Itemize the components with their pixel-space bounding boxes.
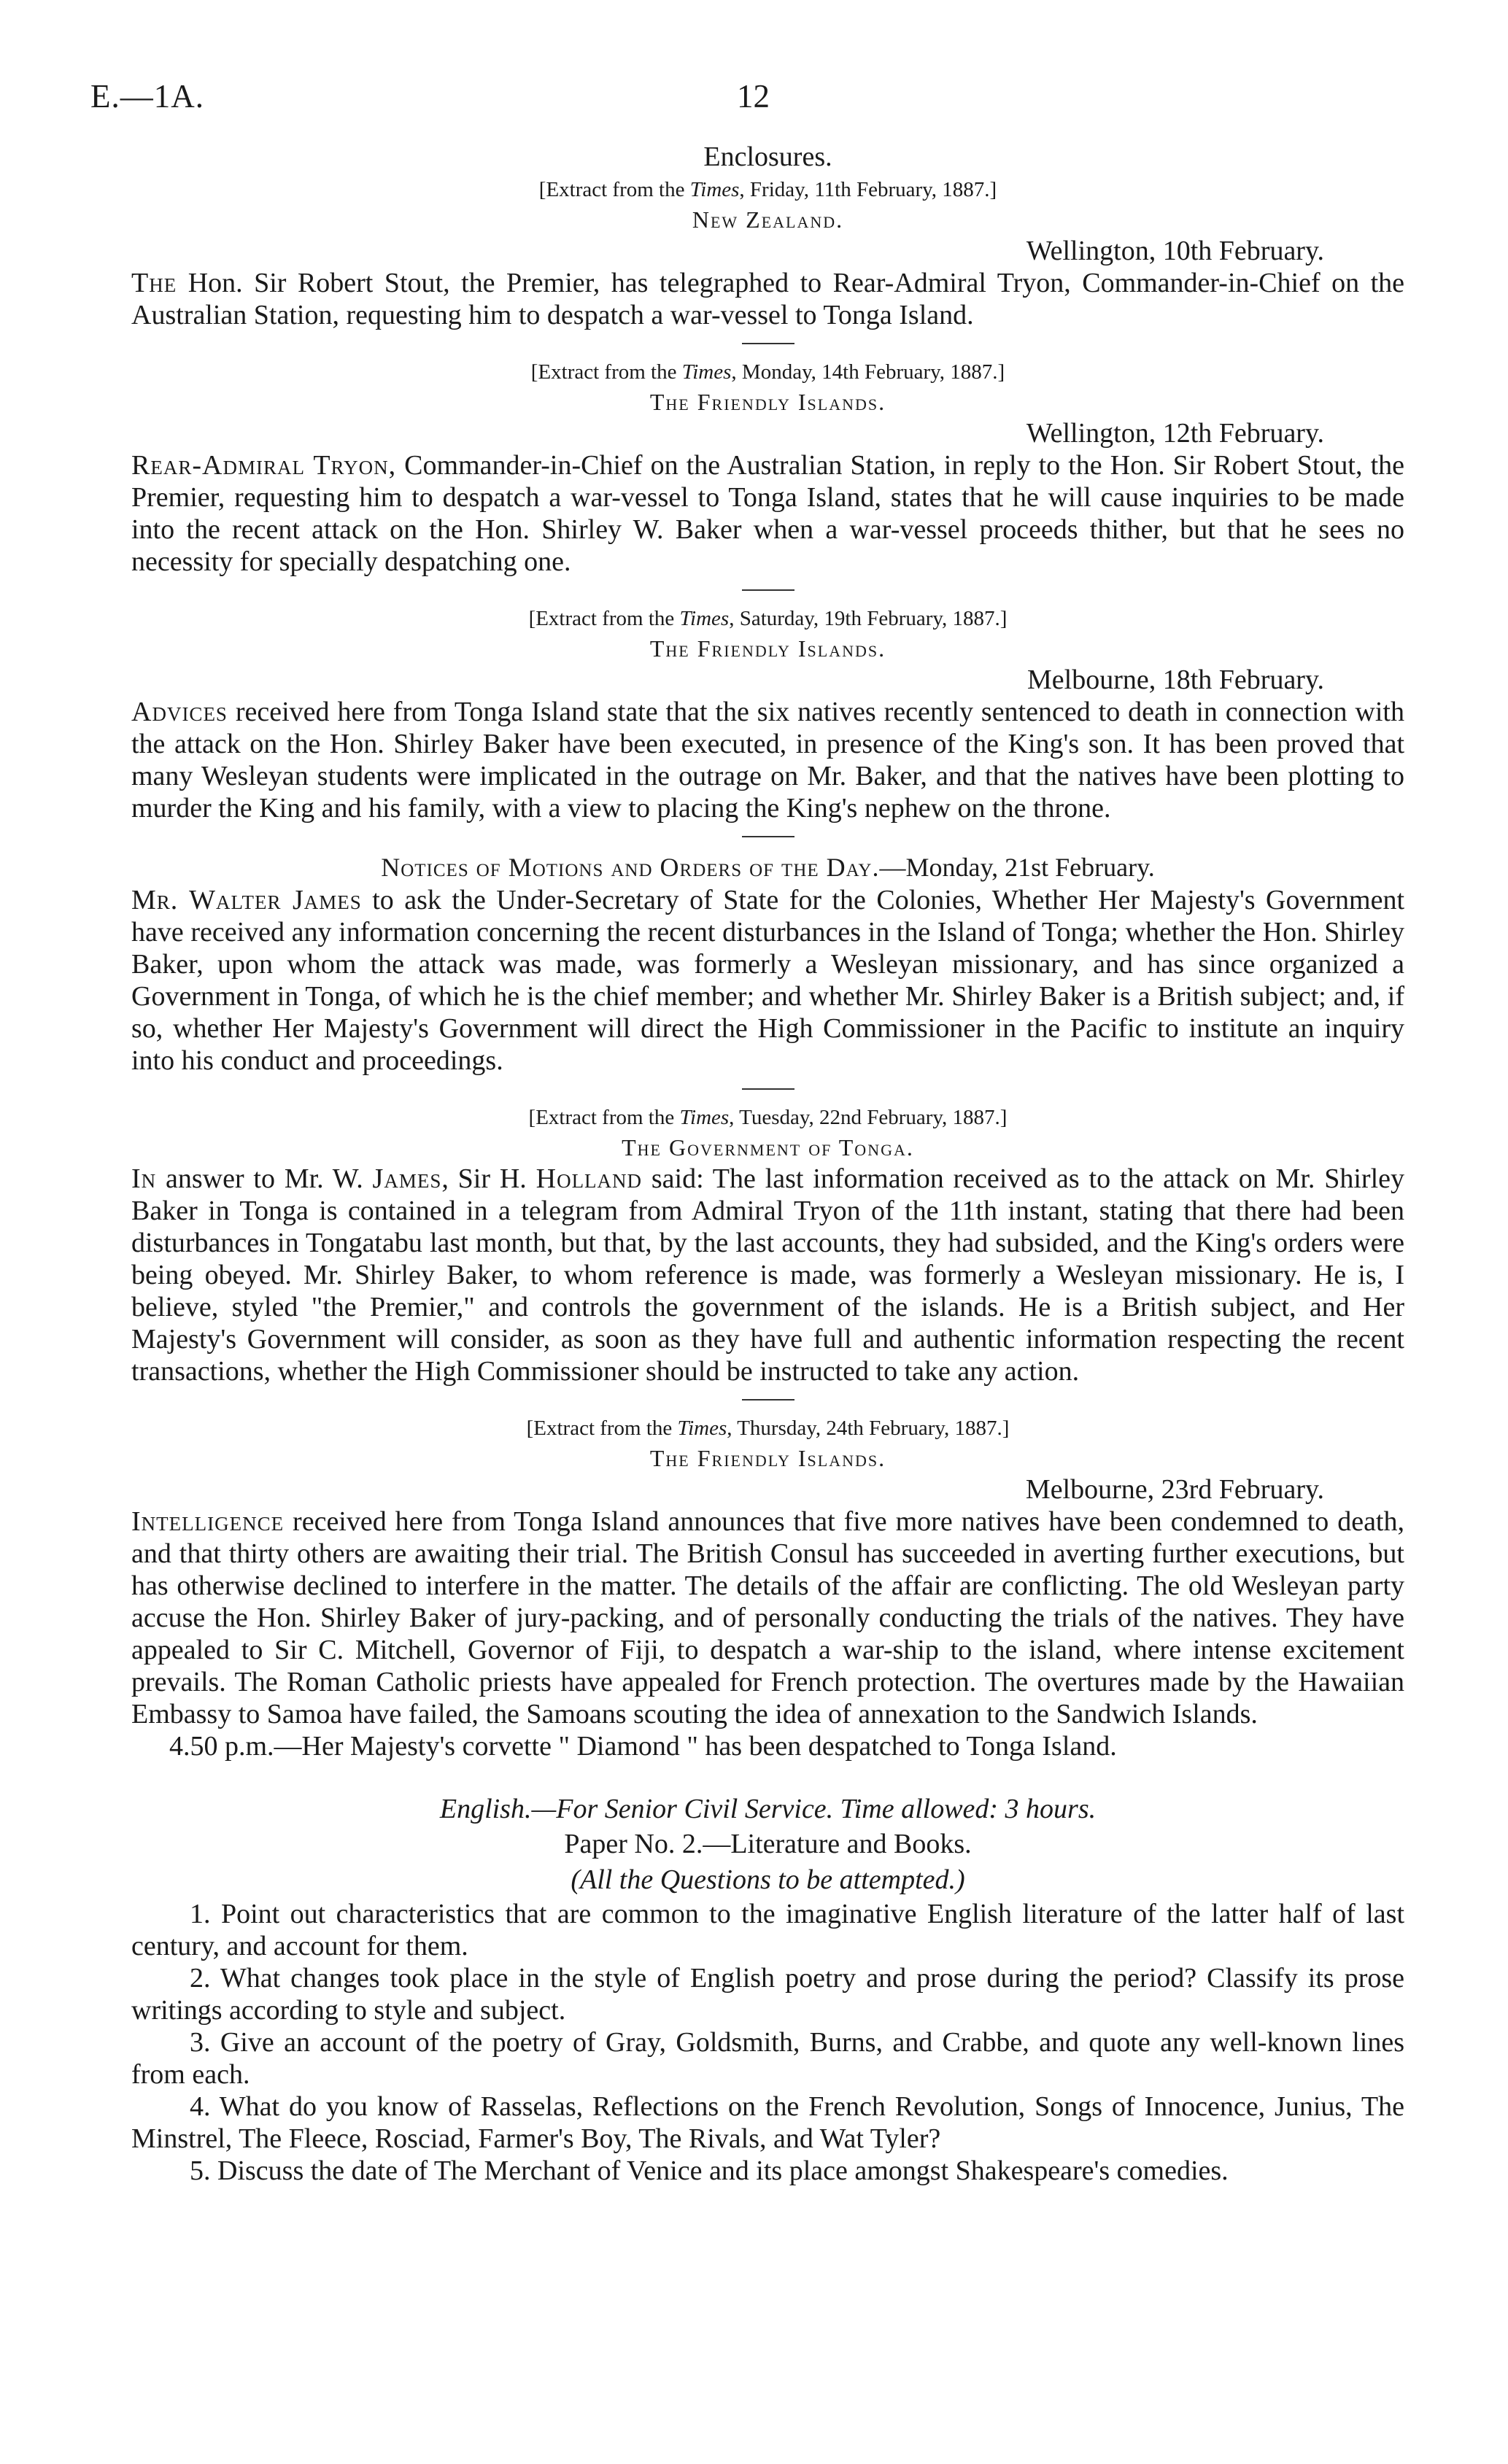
extract-source: [Extract from the Times, Thursday, 24th February, 1887.] <box>526 1417 1010 1440</box>
dateline: Melbourne, 23rd February. <box>1025 1474 1324 1505</box>
extract-source: [Extract from the Times, Friday, 11th February, 1887.] <box>538 178 997 201</box>
exam-question: 2. What changes took place in the style of English poetry and prose during the period? Classify its prose writings according to style and subject. <box>131 1963 1404 2026</box>
page-content <box>131 140 1404 2187</box>
exam-question: 3. Give an account of the poetry of Gray, Goldsmith, Burns, and Crabbe, and quote any well-known lines from each. <box>131 2027 1404 2090</box>
notices-section <box>131 851 1404 1077</box>
section-heading: The Friendly Islands. <box>649 1445 886 1471</box>
exam-instruction: (All the Questions to be attempted.) <box>571 1864 965 1895</box>
section-heading: The Friendly Islands. <box>649 389 886 415</box>
document-reference: E.—1A. <box>90 78 204 115</box>
section-heading: New Zealand. <box>692 206 844 233</box>
divider <box>742 343 794 344</box>
article-paragraph: Rear-Admiral Tryon, Commander-in-Chief on the Australian Station, in reply to the Hon. Sir Robert Stout, the Premier, requesting him to despatch a war-vessel to Tonga Island, states that he will cause inquiries to be made into the recent attack on the Hon. Shirley W. Baker when a war-vessel proceeds thither, but that he sees no necessity for specially despatching one. <box>131 450 1405 577</box>
extract-section <box>131 357 1404 578</box>
exam-question: 5. Discuss the date of The Merchant of Venice and its place amongst Shakespeare's comedies. <box>190 2155 1229 2186</box>
enclosures-title: Enclosures. <box>703 142 832 172</box>
dateline: Wellington, 10th February. <box>1026 236 1324 266</box>
article-paragraph: The Hon. Sir Robert Stout, the Premier, has telegraphed to Rear-Admiral Tryon, Commander-in-Chief on the Australian Station, requesting him to despatch a war-vessel to Tonga Island. <box>131 268 1404 330</box>
postscript-paragraph: 4.50 p.m.—Her Majesty's corvette " Diamond " has been despatched to Tonga Island. <box>169 1731 1117 1762</box>
extract-source: [Extract from the Times, Saturday, 19th February, 1887.] <box>528 607 1008 630</box>
divider <box>742 589 794 591</box>
exam-question: 4. What do you know of Rasselas, Reflections on the French Revolution, Songs of Innocence, Junius, The Minstrel, The Fleece, Rosciad, Farmer's Boy, The Rivals, and Wat Tyler? <box>131 2091 1404 2154</box>
extract-section <box>131 175 1404 331</box>
section-heading: The Friendly Islands. <box>649 635 886 662</box>
exam-section <box>131 1791 1404 2187</box>
government-section <box>131 1103 1404 1387</box>
extract-section <box>131 604 1404 824</box>
exam-title: English.—For Senior Civil Service. Time allowed: 3 hours. <box>439 1794 1097 1824</box>
dateline: Wellington, 12th February. <box>1026 418 1324 449</box>
divider <box>742 836 794 837</box>
section-heading: The Government of Tonga. <box>622 1134 914 1161</box>
extract-source: [Extract from the Times, Tuesday, 22nd February, 1887.] <box>528 1106 1008 1129</box>
divider <box>742 1088 794 1090</box>
article-paragraph: In answer to Mr. W. James, Sir H. Holland said: The last information received as to the attack on Mr. Shirley Baker in Tonga is contained in a telegram from Admiral Tryon of the 11th instant, stating that there had been disturbances in Tongatabu last month, but that, by the last accounts, they had subsided, and the King's orders were being obeyed. Mr. Shirley Baker, to whom reference is made, was formerly a Wesleyan missionary. He is, I believe, styled "the Premier," and controls the government of the islands. He is a British subject, and Her Majesty's Government will consider, as soon as they have full and authentic information respecting the recent transactions, whether the High Commissioner should be instructed to take any action. <box>131 1163 1404 1387</box>
intelligence-section <box>131 1414 1404 1762</box>
exam-question: 1. Point out characteristics that are common to the imaginative English literature of the latter half of last century, and account for them. <box>131 1899 1404 1961</box>
notice-paragraph: Mr. Walter James to ask the Under-Secretary of State for the Colonies, Whether Her Majesty's Government have received any information concerning the recent disturbances in the Island of Tonga; whether the Hon. Shirley Baker, upon whom the attack was made, was formerly a Wesleyan missionary, and has since organized a Government in Tonga, of which he is the chief member; and whether Mr. Shirley Baker is a British subject; and, if so, whether Her Majesty's Government will direct the High Commissioner in the Pacific to institute an inquiry into his conduct and proceedings. <box>131 885 1404 1076</box>
notices-heading: Notices of Motions and Orders of the Day.—Monday, 21st February. <box>381 853 1155 882</box>
article-paragraph: Advices received here from Tonga Island state that the six natives recently sentenced to death in connection with the attack on the Hon. Shirley Baker have been executed, in presence of the King's son. It has been proved that many Wesleyan students were implicated in the outrage on Mr. Baker, and that the natives have been plotting to murder the King and his family, with a view to placing the King's nephew on the throne. <box>131 697 1404 824</box>
dateline: Melbourne, 18th February. <box>1027 665 1324 695</box>
exam-paper: Paper No. 2.—Literature and Books. <box>564 1829 972 1859</box>
page-number: 12 <box>737 78 770 115</box>
article-paragraph: Intelligence received here from Tonga Island announces that five more natives have been condemned to death, and that thirty others are awaiting their trial. The British Consul has succeeded in averting further executions, but has otherwise declined to interfere in the matter. The details of the affair are conflicting. The old Wesleyan party accuse the Hon. Shirley Baker of jury-packing, and of personally conducting the trials of the natives. They have appealed to Sir C. Mitchell, Governor of Fiji, to despatch a war-ship to the island, where intense excitement prevails. The Roman Catholic priests have appealed for French protection. The overtures made by the Hawaiian Embassy to Samoa have failed, the Samoans scouting the idea of annexation to the Sandwich Islands. <box>131 1506 1404 1729</box>
extract-source: [Extract from the Times, Monday, 14th February, 1887.] <box>530 360 1005 384</box>
divider <box>742 1399 794 1400</box>
